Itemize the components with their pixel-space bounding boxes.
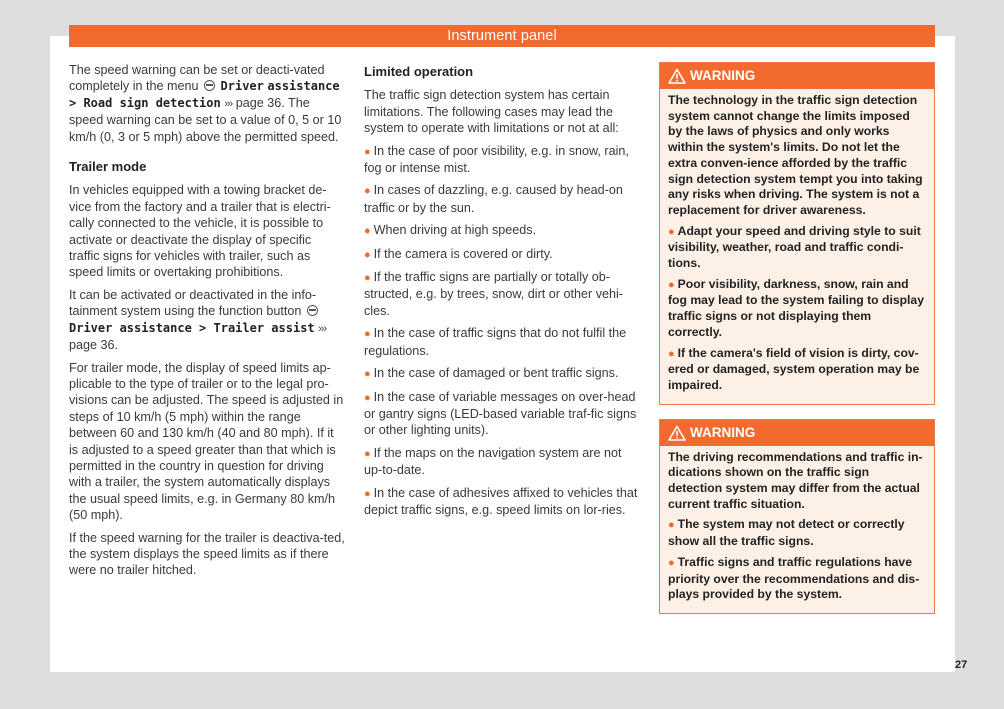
speed-warning-paragraph: The speed warning can be set or deacti-vated completely in the menu Driver assistance > Road sign detection ››› page 36. The speed warning can be set to a value of 0, 5 or 10 km/h (0, 3 or 5 mph) above the permitted speed.	[69, 63, 342, 144]
limited-operation-intro: The traffic sign detection system has certain limitations. The following cases may lead the system to operate with limitations or not at all:	[364, 88, 619, 136]
list-item: ● Adapt your speed and driving style to suit visibility, weather, road and traffic condi-tions.	[668, 223, 921, 271]
list-item: ● Poor visibility, darkness, snow, rain and fog may lead to the system failing to display traffic signs or not displaying them correctly.	[668, 276, 924, 339]
warning-body: The driving recommendations and traffic in-dications shown on the traffic sign detection system may differ from the actual current traffic situation. ● The system may not detect or correctly show all the traffic signs. ● Traffic signs and traffic regulations have priority over the recommendations and dis-plays provided by the system.	[660, 446, 934, 613]
menu-path: Driver	[220, 79, 264, 94]
list-item: ● If the traffic signs are partially or totally ob-structed, e.g. by trees, snow, dirt or other vehi-cles.	[364, 270, 623, 318]
reference-arrow: ›››	[224, 97, 233, 110]
menu-path: assistance > Road sign detection	[69, 79, 340, 110]
column-right	[659, 62, 935, 628]
bullet-icon: ●	[364, 145, 371, 158]
menu-path: Driver assistance > Trailer assist	[69, 320, 315, 335]
warning-title: WARNING	[690, 68, 756, 83]
column-left	[69, 62, 345, 585]
warning-body: The technology in the traffic sign detection system cannot change the limits imposed by the laws of physics and only works within the system's limits. Do not let the extra conven-ience afforded by the traffic sign detection system tempt you into taking any risks when driving. The system is not a replacement for driver awareness. ● Adapt your speed and driving style to suit visibility, weather, road and traffic condi-tions. ● Poor visibility, darkness, snow, rain and fog may lead to the system failing to display traffic signs or not displaying them correctly. ● If the camera's field of vision is dirty, cov-ered or damaged, system operation may be impaired.	[668, 93, 924, 392]
trailer-paragraph-2: It can be activated or deactivated in the info-tainment system using the function button Driver assistance > Trailer assist ››› page 36.	[69, 287, 327, 353]
list-item: ● If the camera is covered or dirty.	[364, 246, 553, 261]
bullet-icon: ●	[668, 225, 675, 238]
list-item: ● When driving at high speeds.	[364, 223, 537, 238]
bullet-icon: ●	[668, 347, 675, 360]
list-item: ● The system may not detect or correctly show all the traffic signs.	[668, 517, 905, 549]
trailer-mode-heading: Trailer mode	[69, 159, 147, 175]
bullet-icon: ●	[364, 368, 371, 381]
list-item: ● If the camera's field of vision is dirty, cov-ered or damaged, system operation may be impaired.	[668, 345, 920, 392]
trailer-paragraph-1: In vehicles equipped with a towing bracket de-vice from the factory and a trailer that is electri-cally connected to the vehicle, it is possible to activate or deactivate the display of specific traffic signs for vehicles with trailer, such as speed limits or overtaking prohibitions.	[69, 183, 331, 280]
bullet-icon: ●	[364, 447, 371, 460]
trailer-paragraph-4: If the speed warning for the trailer is deactiva-ted, the system displays the speed limits as if there were no trailer hitched.	[69, 530, 345, 578]
page-number: 27	[955, 659, 968, 671]
limited-operation-heading: Limited operation	[364, 64, 474, 79]
warning-title: WARNING	[690, 424, 756, 440]
reference-arrow: ›››	[318, 322, 327, 335]
bullet-icon: ●	[364, 185, 371, 198]
bullet-icon: ●	[364, 248, 371, 261]
bullet-icon: ●	[364, 225, 371, 238]
bullet-icon: ●	[364, 391, 371, 404]
menu-icon	[204, 80, 215, 91]
trailer-paragraph-3: For trailer mode, the display of speed limits ap-plicable to the type of trailer or to the legal pro-visions can be adjusted. The speed is adjusted in steps of 10 km/h (5 mph) within the range between 60 and 130 km/h (40 and 80 mph). If it is adjusted to a speed greater than that which is permitted in the country in question for driving with a trailer, the system automatically displays the usual speed limits, e.g. in Germany 80 km/h (50 mph).	[69, 360, 344, 523]
list-item: ● Traffic signs and traffic regulations have priority over the recommendations and dis-plays provided by the system.	[668, 554, 920, 602]
bullet-icon: ●	[668, 556, 675, 569]
warning-triangle-icon	[668, 68, 686, 84]
column-middle	[364, 62, 640, 524]
list-item: ● In the case of traffic signs that do not fulfil the regulations.	[364, 326, 627, 358]
bullet-icon: ●	[364, 272, 371, 285]
bullet-icon: ●	[364, 328, 371, 341]
warning-triangle-icon	[668, 425, 686, 441]
warning-box	[659, 62, 935, 405]
page-reference[interactable]: page 36.	[69, 338, 119, 353]
list-item: ● In the case of variable messages on over-head or gantry signs (LED-based variable traf-fic signs or other lighting units).	[364, 389, 637, 438]
section-header: Instrument panel	[69, 25, 935, 47]
bullet-icon: ●	[668, 278, 675, 291]
list-item: ● In the case of damaged or bent traffic signs.	[364, 366, 619, 381]
bullet-icon: ●	[668, 519, 675, 532]
list-item: ● In cases of dazzling, e.g. caused by head-on traffic or by the sun.	[364, 183, 623, 215]
list-item: ● If the maps on the navigation system are not up-to-date.	[364, 445, 622, 478]
list-item: ● In the case of adhesives affixed to vehicles that depict traffic signs, e.g. speed limits on lor-ries.	[364, 485, 638, 517]
bullet-icon: ●	[364, 487, 371, 500]
list-item: ● In the case of poor visibility, e.g. in snow, rain, fog or intense mist.	[364, 143, 629, 176]
warning-header	[660, 63, 934, 89]
warning-header	[660, 420, 934, 446]
page-reference[interactable]: page 36. The speed warning can be set to a value of 0, 5 or 10 km/h (0, 3 or 5 mph) above the permitted speed.	[69, 95, 342, 144]
warning-box	[659, 419, 935, 614]
menu-icon	[307, 305, 318, 316]
